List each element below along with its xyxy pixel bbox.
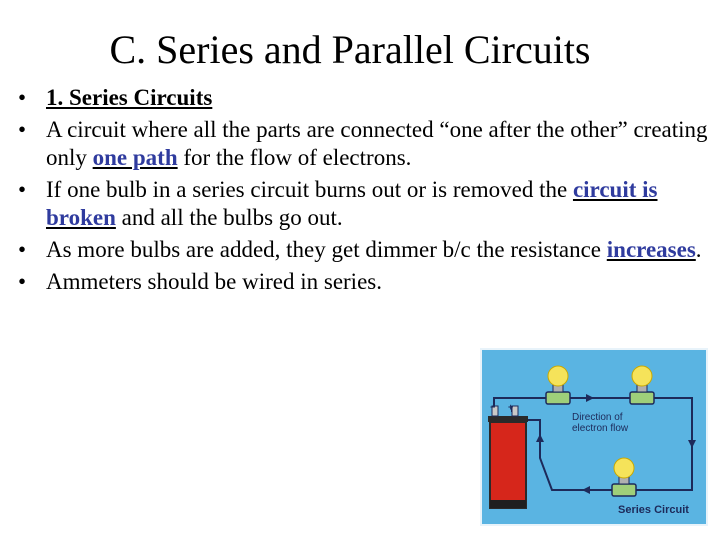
figure-caption: Series Circuit — [618, 504, 689, 516]
bullet-item-ammeters — [18, 268, 708, 296]
resistance-text-end: . — [695, 237, 702, 262]
flow-arrows — [536, 394, 696, 494]
slide-title: C. Series and Parallel Circuits — [109, 27, 591, 72]
flow-arrow-icon — [586, 394, 594, 402]
resistance-text-start: As more bulbs are added, they get dimmer b/c the resistance — [46, 237, 607, 262]
bullet-item-series-heading — [18, 84, 708, 112]
bullet-glyph: • — [18, 117, 27, 142]
series-circuit-figure — [480, 348, 708, 526]
burnout-text-end: and all the bulbs go out. — [115, 205, 343, 230]
bullet-list — [18, 84, 708, 300]
bullet-glyph: • — [18, 85, 27, 110]
light-bulb-icon — [612, 458, 636, 496]
battery-minus-label: − — [490, 402, 496, 412]
light-bulb-icon — [630, 366, 654, 404]
battery-plus-label: + — [508, 402, 514, 412]
flow-label-line1: Direction of — [572, 412, 623, 423]
increases-highlight: increases — [606, 237, 696, 262]
bullet-glyph: • — [18, 237, 27, 262]
bullet-glyph: • — [18, 269, 27, 294]
definition-text-start: A circuit where all the parts are connected “one after the other” creating only — [46, 117, 708, 170]
flow-arrow-icon — [688, 440, 696, 448]
ammeters-text: Ammeters should be wired in series. — [46, 269, 382, 294]
battery-icon — [488, 406, 528, 508]
one-path-highlight: one path — [92, 145, 178, 170]
flow-label-line2: electron flow — [572, 423, 629, 434]
light-bulb-icon — [546, 366, 570, 404]
bullet-glyph: • — [18, 177, 27, 202]
definition-text-end: for the flow of electrons. — [177, 145, 412, 170]
bullet-item-burnout — [18, 176, 708, 232]
series-heading: 1. Series Circuits — [46, 85, 213, 110]
burnout-text-start: If one bulb in a series circuit burns out or is removed the — [46, 177, 573, 202]
bullet-item-definition — [18, 116, 708, 172]
flow-arrow-icon — [582, 486, 590, 494]
circuit-broken-highlight: circuit is broken — [46, 177, 658, 230]
flow-arrow-icon — [536, 434, 544, 442]
series-circuit-diagram — [482, 350, 706, 524]
bullet-item-resistance — [18, 236, 708, 264]
